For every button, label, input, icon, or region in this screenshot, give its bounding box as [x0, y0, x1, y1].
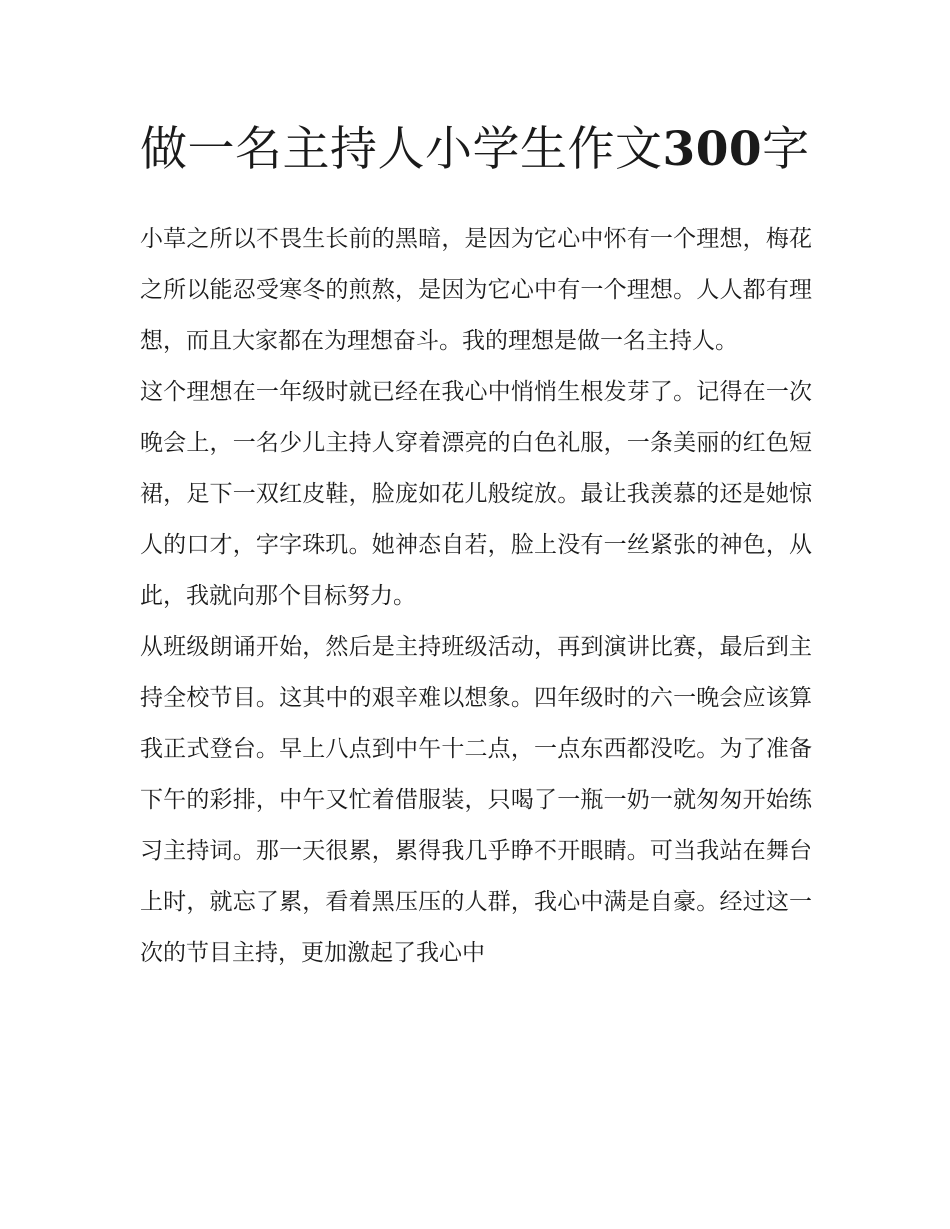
paragraph-2: 这个理想在一年级时就已经在我心中悄悄生根发芽了。记得在一次晚会上，一名少儿主持人穿着漂亮的白色礼服，一条美丽的红色短裙，足下一双红皮鞋，脸庞如花儿般绽放。最让我羡慕的还是她惊人的口才，字字珠玑。她神态自若，脸上没有一丝紧张的神色，从此，我就向那个目标努力。	[140, 379, 812, 609]
paragraph-3: 从班级朗诵开始，然后是主持班级活动，再到演讲比赛，最后到主持全校节目。这其中的艰辛难以想象。四年级时的六一晚会应该算我正式登台。早上八点到中午十二点，一点东西都没吃。为了准备下午的彩排，中午又忙着借服装，只喝了一瓶一奶一就匆匆开始练习主持词。那一天很累，累得我几乎睁不开眼睛。可当我站在舞台上时，就忘了累，看着黑压压的人群，我心中满是自豪。经过这一次的节目主持，更加激起了我心中	[140, 634, 812, 966]
document-page	[140, 110, 812, 979]
title-text: 做一名主持人小学生作文	[140, 122, 663, 177]
document-body	[140, 214, 812, 979]
document-title	[140, 110, 812, 190]
paragraph-1: 小草之所以不畏生长前的黑暗，是因为它心中怀有一个理想，梅花之所以能忍受寒冬的煎熬，是因为它心中有一个理想。人人都有理想，而且大家都在为理想奋斗。我的理想是做一名主持人。	[140, 226, 812, 354]
title-number: 300	[662, 122, 763, 177]
title-suffix: 字	[762, 122, 810, 177]
